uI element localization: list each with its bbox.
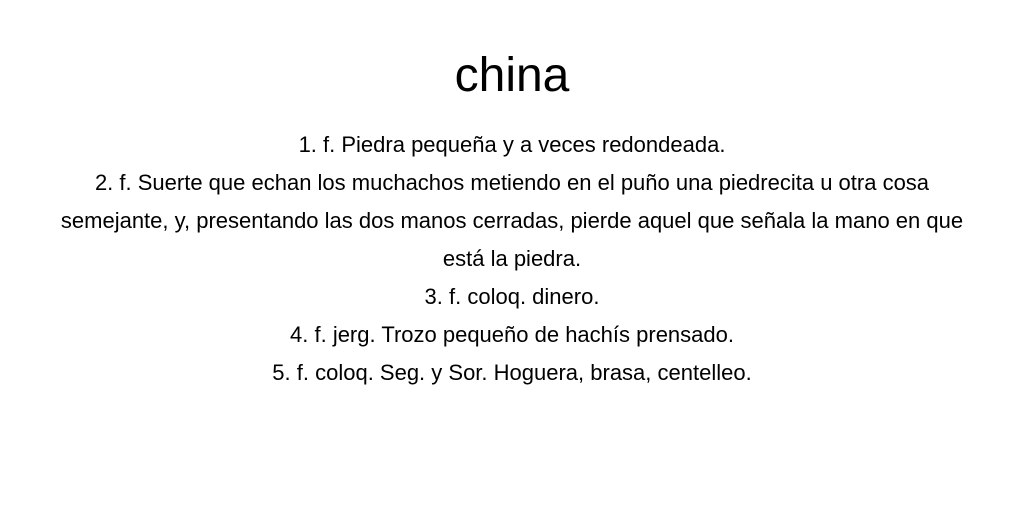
definition-3: 3. f. coloq. dinero.	[424, 284, 600, 309]
definition-list	[40, 126, 984, 392]
definition-1: 1. f. Piedra pequeña y a veces redondeada.	[298, 132, 726, 157]
definition-4: 4. f. jerg. Trozo pequeño de hachís prensado.	[290, 322, 734, 347]
definition-2: 2. f. Suerte que echan los muchachos metiendo en el puño una piedrecita u otra cosa semejante, y, presentando las dos manos cerradas, pierde aquel que señala la mano en que está la piedra.	[60, 170, 964, 271]
entry-headword: china	[454, 49, 570, 102]
definition-5: 5. f. coloq. Seg. y Sor. Hoguera, brasa, centelleo.	[272, 360, 752, 385]
